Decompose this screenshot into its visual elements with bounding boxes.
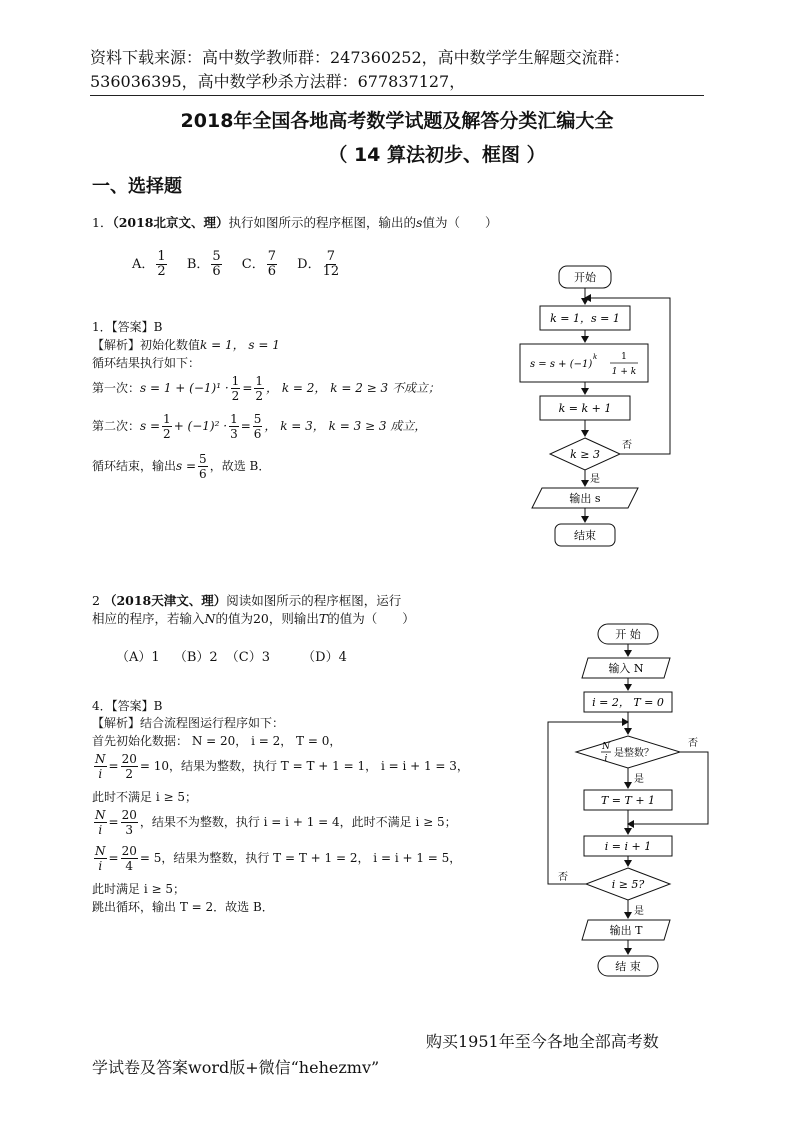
header-line-1: 资料下载来源：高中数学教师群：247360252，高中数学学生解题交流群： bbox=[90, 48, 630, 67]
q2-analysis-line-6: $\frac{N}{i}$ = $\frac{20}{4}$ = 5，结果为整数，执行 T = T + 1 = 2， i = i + 1 = 5， bbox=[95, 844, 462, 873]
fc2-yes1-label: 是 bbox=[634, 774, 644, 785]
section-heading: 一、选择题 bbox=[92, 176, 182, 197]
q2-analysis-line-4: 此时不满足 i ≥ 5； bbox=[92, 790, 197, 804]
fc2-cond1-den: i bbox=[604, 754, 608, 764]
q2-option-b: （B）2 bbox=[173, 650, 218, 665]
fc1-update: s = s + (−1) bbox=[530, 359, 593, 370]
fc1-start: 开始 bbox=[574, 271, 596, 284]
fc2-no1-label: 否 bbox=[688, 738, 698, 749]
q2-stem-line-2: 相应的程序，若输入N的值为20，则输出T的值为（ ） bbox=[92, 611, 415, 626]
q1-analysis-line-3: 第一次：s = 1 + (−1)¹ · $\frac{1}{2}$ = $\frac{1}{2}$ ， k = 2， k = 2 ≥ 3 不成立； bbox=[92, 374, 440, 403]
fc2-t-increment: T = T + 1 bbox=[600, 794, 656, 807]
fc1-output: 输出 s bbox=[569, 492, 601, 505]
document-title: 2018年全国各地高考数学试题及解答分类汇编大全 bbox=[180, 110, 614, 132]
q2-flowchart bbox=[540, 618, 720, 980]
q1-analysis-line-2: 循环结果执行如下： bbox=[92, 356, 201, 370]
document-subtitle: （ 14 算法初步、框图 ） bbox=[328, 144, 546, 166]
source-header bbox=[90, 46, 710, 94]
q2-option-d: （D）4 bbox=[302, 650, 347, 665]
fc2-yes2-label: 是 bbox=[634, 906, 644, 917]
fc1-init: k = 1，s = 1 bbox=[550, 312, 620, 325]
q2-analysis-line-2: 首先初始化数据： N = 20， i = 2， T = 0， bbox=[92, 734, 342, 748]
q1-option-c: C． $\frac{7}{6}$ bbox=[241, 249, 277, 279]
fc2-input: 输入 N bbox=[608, 662, 644, 675]
fc1-update-den: 1 + k bbox=[611, 367, 637, 377]
footer-line-2: 学试卷及答案word版+微信“hehezmv” bbox=[92, 1058, 380, 1077]
q2-analysis-line-8: 跳出循环，输出 T = 2．故选 B． bbox=[92, 900, 274, 914]
fc1-no-label: 否 bbox=[622, 440, 632, 451]
q1-answer: 1．【答案】B bbox=[92, 320, 163, 334]
q1-option-b: B． $\frac{5}{6}$ bbox=[186, 249, 221, 279]
q2-stem-line-1: 2 （2018天津文、理）阅读如图所示的程序框图，运行 bbox=[92, 593, 402, 608]
footer-line-1: 购买1951年至今各地全部高考数 bbox=[426, 1032, 659, 1051]
q1-analysis-line-5: 循环结束，输出s = $\frac{5}{6}$ ，故选 B． bbox=[92, 452, 271, 481]
fc2-start: 开 始 bbox=[615, 628, 641, 641]
q1-analysis-line-4: 第二次：s = $\frac{1}{2}$ + (−1)² · $\frac{1}{3}$ = $\frac{5}{6}$ ， k = 3， k = 3 ≥ 3 成立， bbox=[92, 412, 427, 441]
q1-analysis-line-1: 【解析】初始化数值k = 1， s = 1 bbox=[92, 338, 280, 352]
q1-flowchart bbox=[510, 258, 690, 558]
fc2-cond1-num: N bbox=[602, 742, 610, 752]
q1-option-a: A． $\frac{1}{2}$ bbox=[132, 249, 166, 279]
fc1-condition: k ≥ 3 bbox=[570, 448, 600, 461]
q1-stem bbox=[92, 214, 497, 232]
q1-number: 1． bbox=[92, 215, 113, 230]
header-divider bbox=[90, 95, 704, 96]
q1-source: （2018北京文、理） bbox=[112, 215, 229, 230]
q1-stem-end: 值为（ ） bbox=[422, 215, 498, 230]
q2-analysis-line-7: 此时满足 i ≥ 5； bbox=[92, 882, 185, 896]
q2-analysis-line-1: 【解析】结合流程图运行程序如下： bbox=[92, 716, 285, 730]
q2-option-a: （A）1 bbox=[116, 650, 160, 665]
q1-option-d: D． $\frac{7}{12}$ bbox=[297, 249, 340, 279]
q1-var: s bbox=[416, 215, 423, 230]
q2-analysis-line-5: $\frac{N}{i}$ = $\frac{20}{3}$ ，结果不为整数，执行 i = i + 1 = 4，此时不满足 i ≥ 5； bbox=[95, 808, 457, 837]
q2-answer: 4．【答案】B bbox=[92, 699, 163, 713]
fc1-update-num: 1 bbox=[621, 352, 627, 362]
header-line-2: 536036395，高中数学秒杀方法群：677837127， bbox=[90, 72, 466, 91]
fc2-cond1-text: 是整数？ bbox=[614, 748, 654, 759]
q1-options bbox=[132, 250, 341, 279]
q1-stem-text: 执行如图所示的程序框图，输出的 bbox=[228, 215, 417, 230]
fc1-increment: k = k + 1 bbox=[558, 402, 612, 415]
fc2-no2-label: 否 bbox=[558, 872, 568, 883]
fc2-end: 结 束 bbox=[615, 960, 641, 973]
fc2-init: i = 2， T = 0 bbox=[592, 696, 664, 709]
q2-options bbox=[116, 646, 347, 665]
fc2-i-increment: i = i + 1 bbox=[604, 840, 652, 853]
fc1-yes-label: 是 bbox=[590, 474, 600, 485]
q2-option-c: （C）3 bbox=[225, 650, 270, 665]
q2-analysis-line-3: $\frac{N}{i}$ = $\frac{20}{2}$ = 10，结果为整数，执行 T = T + 1 = 1， i = i + 1 = 3， bbox=[95, 752, 469, 781]
fc1-end: 结束 bbox=[574, 529, 596, 542]
fc2-output: 输出 T bbox=[609, 924, 643, 937]
fc2-cond2: i ≥ 5? bbox=[611, 878, 645, 891]
fc1-update-exp: k bbox=[593, 353, 598, 361]
